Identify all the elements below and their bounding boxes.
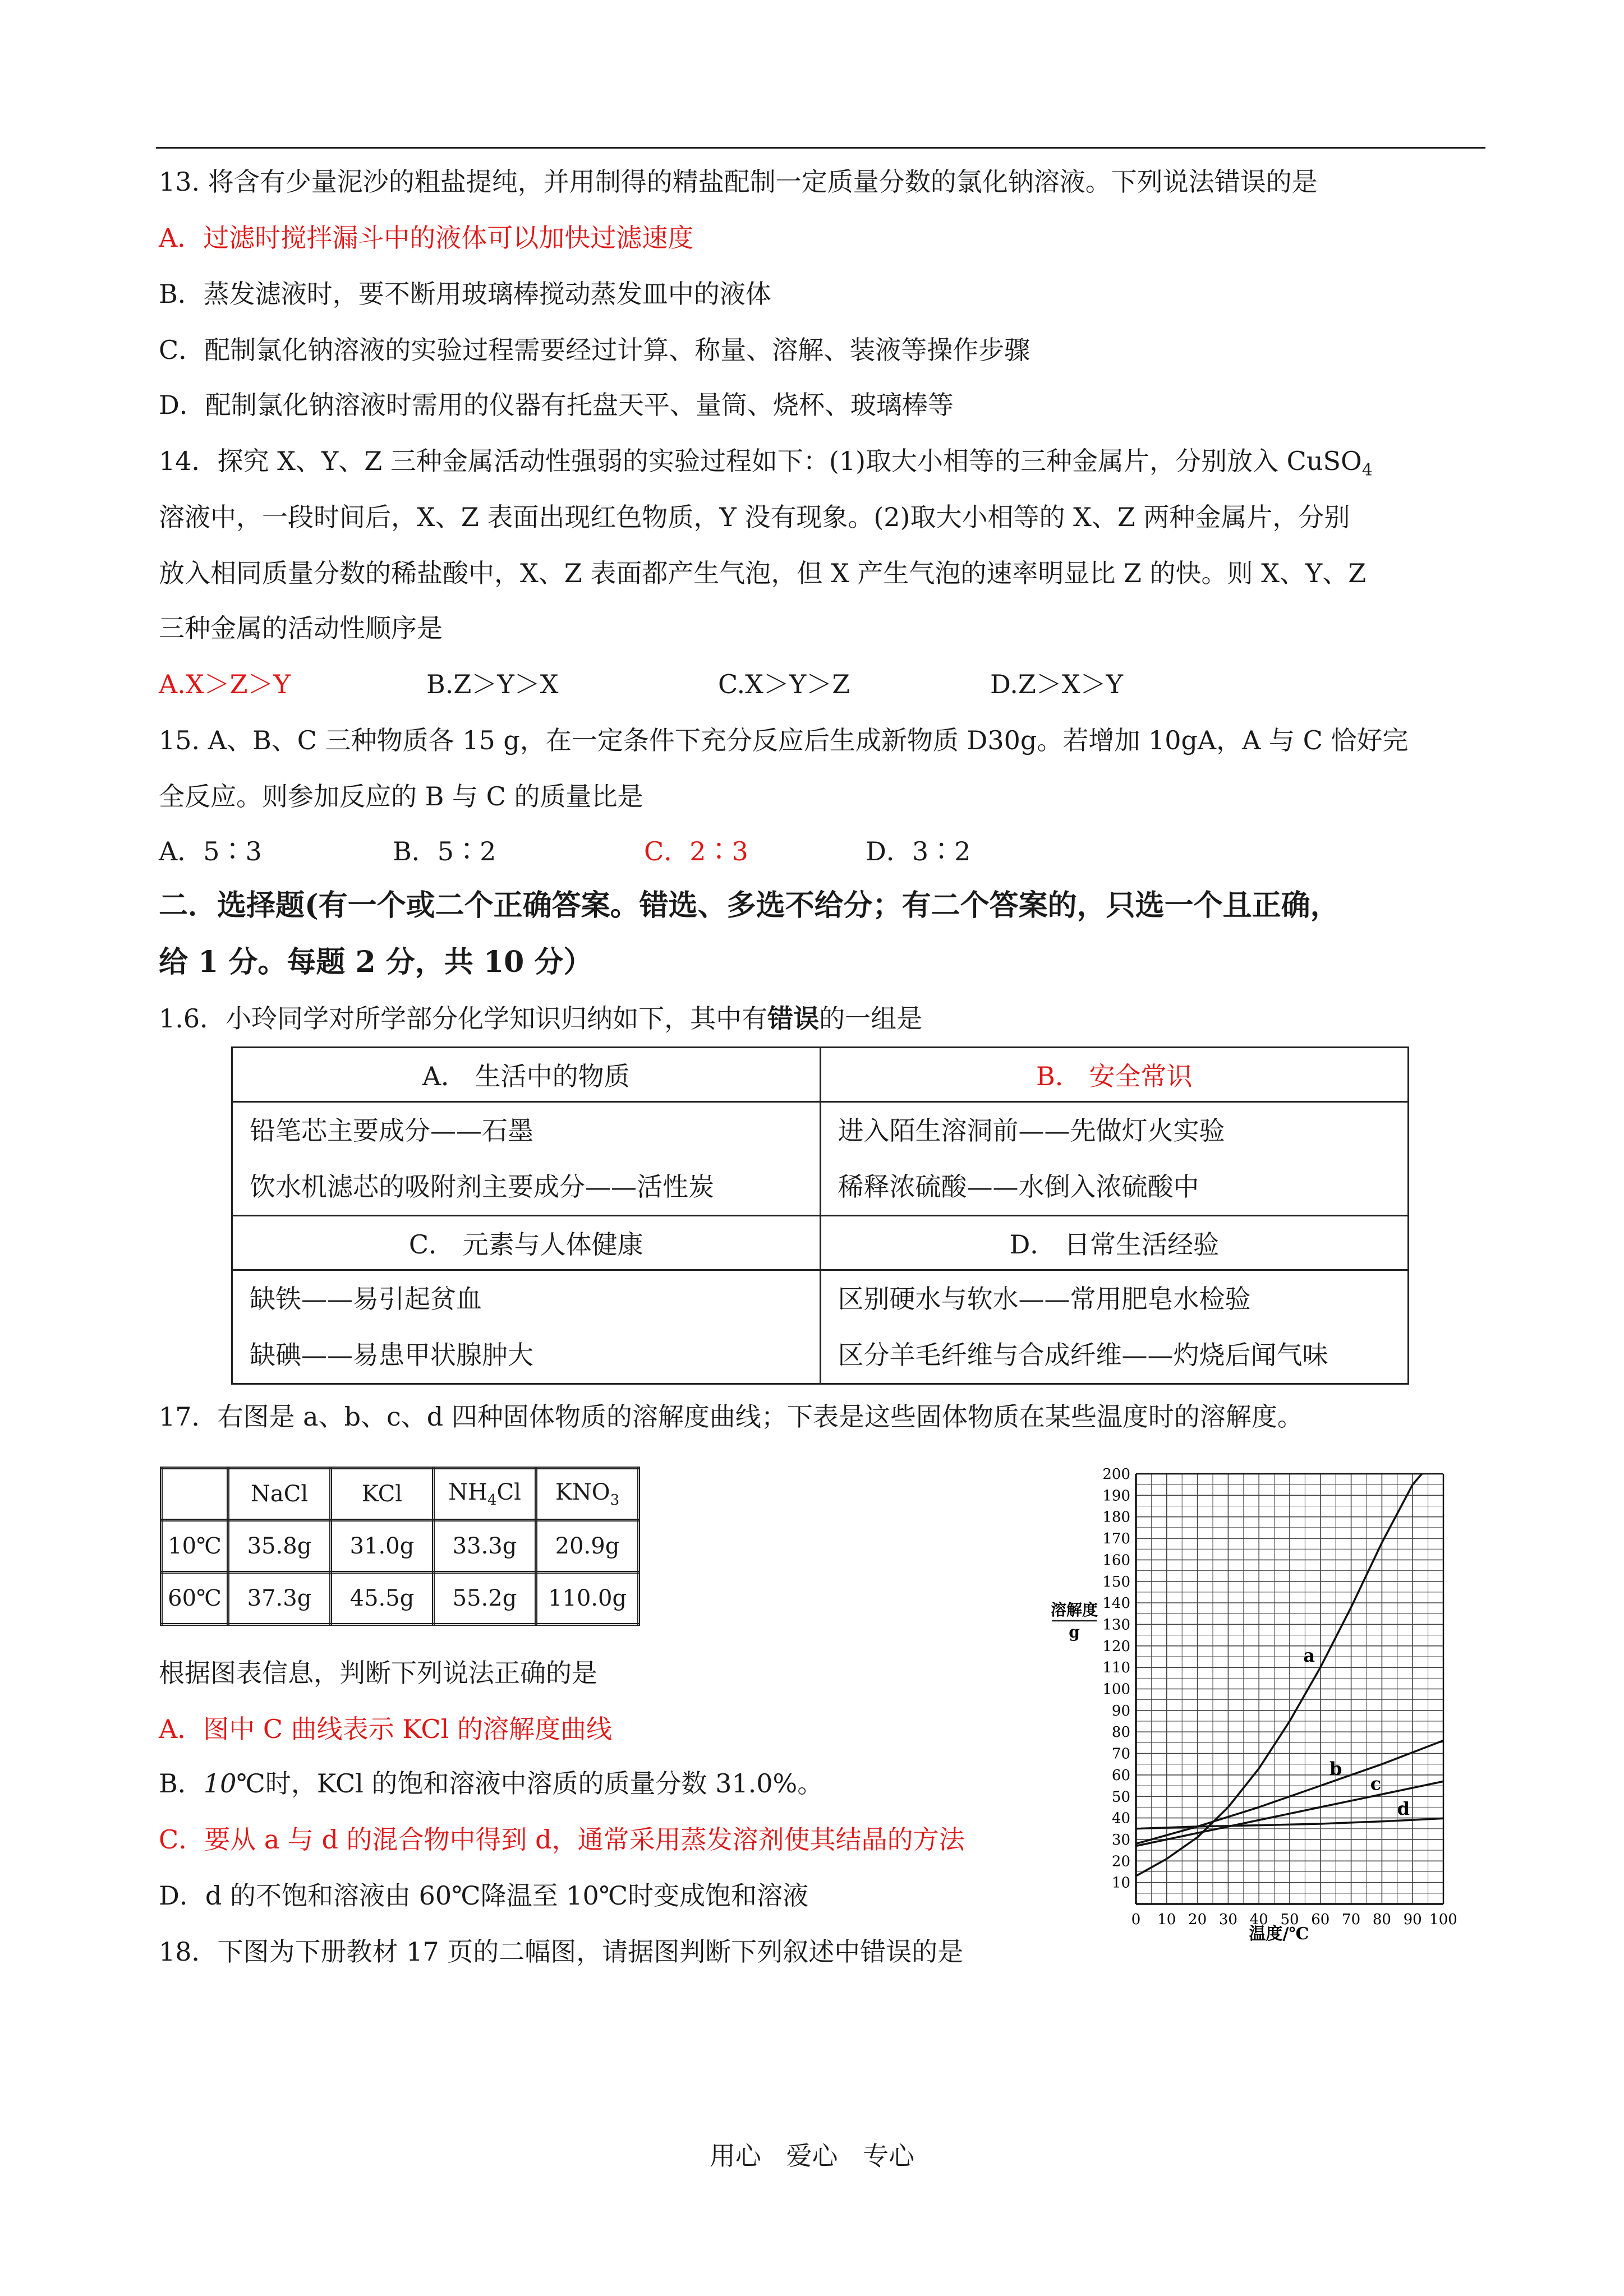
q14-stem-line2: 溶液中，一段时间后，X、Z 表面出现红色物质，Y 没有现象。(2)取大小相等的 X、Z 两种金属片，分别 [159,502,1350,532]
q16-a-header: A． 生活中的物质 [232,1048,821,1102]
series-d-label: d [1397,1797,1410,1819]
table-cell: 110.0g [536,1573,639,1625]
q17-stem: 17．右图是 a、b、c、d 四种固体物质的溶解度曲线；下表是这些固体物质在某些温度时的溶解度。 [159,1401,1303,1432]
y-tick-label: 90 [1111,1702,1130,1719]
series-c-label: c [1370,1773,1382,1795]
y-tick-label: 50 [1111,1788,1130,1806]
y-tick-label: 60 [1111,1767,1130,1784]
x-tick-label: 10 [1157,1911,1176,1928]
x-tick-label: 80 [1372,1911,1391,1928]
q14-option-a: A.X＞Z＞Y [159,669,291,699]
q13-option-d: D．配制氯化钠溶液时需用的仪器有托盘天平、量筒、烧杯、玻璃棒等 [159,390,954,420]
series-a-label: a [1303,1645,1315,1667]
section2-heading-line2: 给 1 分。每题 2 分，共 10 分） [159,945,593,979]
q15-stem-line2: 全反应。则参加反应的 B 与 C 的质量比是 [159,781,643,812]
q15-option-c: C．2∶3 [644,836,748,866]
y-tick-label: 80 [1111,1724,1130,1741]
table-cell: 35.8g [228,1520,331,1573]
y-tick-label: 200 [1102,1466,1130,1483]
q16-b-content: 进入陌生溶洞前——先做灯火实验 稀释浓硫酸——水倒入浓硫酸中 [820,1102,1409,1216]
solubility-table-header [162,1468,639,1520]
q14-stem-line4: 三种金属的活动性顺序是 [159,613,443,643]
table-cell: 10℃ [162,1520,228,1573]
table-header-kcl: KCl [331,1468,434,1520]
q13-option-c: C．配制氯化钠溶液的实验过程需要经过计算、称量、溶解、装液等操作步骤 [159,335,1030,365]
q14-stem-line1: 14．探究 X、Y、Z 三种金属活动性强弱的实验过程如下：(1)取大小相等的三种金属片，分别放入 CuSO$_4$ [159,446,1373,481]
x-tick-label: 40 [1249,1911,1268,1928]
y-tick-label: 120 [1102,1638,1130,1655]
y-tick-label: 10 [1111,1874,1130,1892]
table-cell: 37.3g [228,1573,331,1625]
table-row [162,1520,639,1573]
table-cell: 55.2g [434,1573,536,1625]
q15-stem-line1: 15. A、B、C 三种物质各 15 g，在一定条件下充分反应后生成新物质 D30g。若增加 10gA，A 与 C 恰好完 [159,725,1409,755]
q13-option-b: B．蒸发滤液时，要不断用玻璃棒搅动蒸发皿中的液体 [159,279,771,309]
y-tick-label: 70 [1111,1745,1130,1763]
y-tick-label: 110 [1102,1659,1130,1677]
x-tick-label: 60 [1311,1911,1330,1928]
y-tick-label: 40 [1111,1810,1130,1827]
x-tick-label: 0 [1131,1911,1141,1928]
y-tick-label: 170 [1102,1530,1130,1548]
q16-d-header: D． 日常生活经验 [820,1216,1409,1270]
section2-heading-line1: 二．选择题(有一个或二个正确答案。错选、多选不给分；有二个答案的，只选一个且正确， [159,888,1340,923]
header-rule [156,147,1485,149]
table-header-nh4cl: $NH_4Cl$ [434,1468,536,1520]
q13-option-a: A．过滤时搅拌漏斗中的液体可以加快过滤速度 [159,223,694,253]
y-tick-label: 140 [1102,1595,1130,1612]
q17-option-d: D．d 的不饱和溶液由 60℃降温至 10℃时变成饱和溶液 [159,1880,809,1911]
q16-knowledge-table [231,1046,1409,1385]
q17-option-b: B．10℃时，KCl 的饱和溶液中溶质的质量分数 31.0%。 [159,1768,823,1799]
table-cell: 20.9g [536,1520,639,1573]
series-b-label: b [1329,1758,1342,1779]
x-tick-label: 90 [1403,1911,1422,1928]
q15-option-d: D．3∶2 [866,836,971,866]
y-tick-label: 130 [1102,1616,1130,1634]
q16-stem: 1.6．小玲同学对所学部分化学知识归纳如下，其中有错误的一组是 [159,1003,923,1034]
x-tick-label: 30 [1218,1911,1237,1928]
q16-c-content: 缺铁——易引起贫血 缺碘——易患甲状腺肿大 [232,1270,821,1384]
q17-option-a: A．图中 C 曲线表示 KCl 的溶解度曲线 [159,1714,612,1744]
y-tick-label: 20 [1111,1853,1130,1870]
table-cell: 31.0g [331,1520,434,1573]
x-tick-label: 50 [1280,1911,1299,1928]
y-tick-label: 160 [1102,1552,1130,1569]
q16-a-content: 铅笔芯主要成分——石墨 饮水机滤芯的吸附剂主要成分——活性炭 [232,1102,821,1216]
y-tick-label: 30 [1111,1831,1130,1848]
table-header-kno3: $KNO_3$ [536,1468,639,1520]
x-tick-label: 20 [1188,1911,1207,1928]
chart-xlabel: 温度/℃ [1249,1924,1309,1944]
table-row [162,1573,639,1625]
x-tick-label: 100 [1429,1911,1457,1928]
q14-option-d: D.Z＞X＞Y [990,669,1123,699]
table-cell: 45.5g [331,1573,434,1625]
page-footer: 用心 爱心 专心 [709,2141,915,2171]
y-tick-label: 100 [1102,1681,1130,1698]
table-corner [162,1468,228,1520]
solubility-table [160,1467,640,1626]
table-cell: 33.3g [434,1520,536,1573]
solubility-curve-chart [1032,1453,1481,1957]
q14-option-b: B.Z＞Y＞X [426,669,559,699]
chart-labels [1102,1466,1457,1928]
chart-ylabel-line1: 溶解度 [1050,1601,1098,1619]
q14-stem-line3: 放入相同质量分数的稀盐酸中，X、Z 表面都产生气泡，但 X 产生气泡的速率明显比 Z 的快。则 X、Y、Z [159,558,1367,588]
q15-option-b: B．5∶2 [393,836,496,866]
q16-c-header: C． 元素与人体健康 [232,1216,821,1270]
y-tick-label: 190 [1102,1487,1130,1505]
y-tick-label: 180 [1102,1509,1130,1526]
y-tick-label: 150 [1102,1573,1130,1590]
q15-option-a: A．5∶3 [159,836,262,866]
q13-stem: 13. 将含有少量泥沙的粗盐提纯，并用制得的精盐配制一定质量分数的氯化钠溶液。下列说法错误的是 [159,167,1318,197]
q17-option-c: C．要从 a 与 d 的混合物中得到 d，通常采用蒸发溶剂使其结晶的方法 [159,1824,965,1855]
chart-grid [1136,1474,1443,1904]
q16-d-content: 区别硬水与软水——常用肥皂水检验 区分羊毛纤维与合成纤维——灼烧后闻气味 [820,1270,1409,1384]
q16-b-header: B． 安全常识 [820,1048,1409,1102]
table-header-nacl: NaCl [228,1468,331,1520]
q14-option-c: C.X＞Y＞Z [718,669,850,699]
q17-intro: 根据图表信息，判断下列说法正确的是 [159,1658,597,1688]
table-cell: 60℃ [162,1573,228,1625]
chart-ylabel-line2: g [1069,1623,1080,1642]
x-tick-label: 70 [1342,1911,1361,1928]
q18-stem: 18．下图为下册教材 17 页的二幅图，请据图判断下列叙述中错误的是 [159,1937,964,1967]
